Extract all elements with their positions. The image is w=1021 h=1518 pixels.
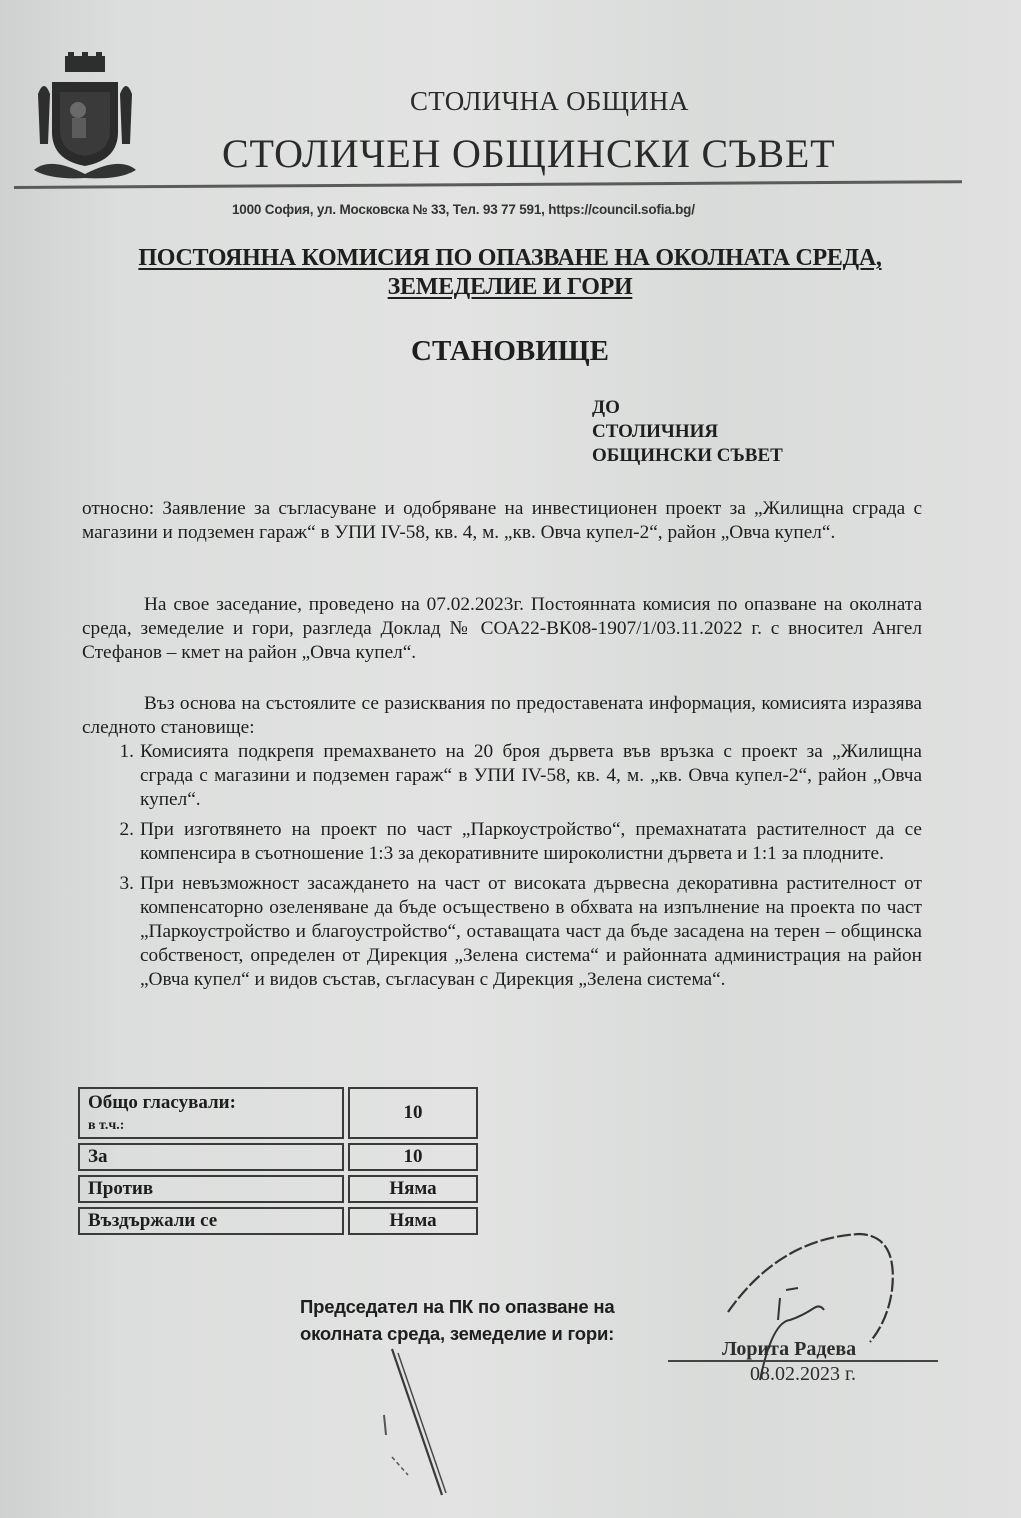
council-name: СТОЛИЧЕН ОБЩИНСКИ СЪВЕТ [222,131,836,176]
vote-label: Въздържали се [78,1207,344,1235]
item-text: Комисията подкрепя премахването на 20 броя дървета във връзка с проект за „Жилищна сграда с магазини и подземен гараж“ в УПИ IV-58, кв. 4, м. „кв. Овча купел-2“, район „Овча купел“. [140,741,922,810]
intro-paragraph: Въз основа на състоялите се разисквания по предоставената информация, комисията изразява следното становище: [82,693,922,738]
meeting-paragraph: На свое заседание, проведено на 07.02.2023г. Постоянната комисия по опазване на околната среда, земеделие и гори, разгледа Доклад № СОА22-ВК08-1907/1/03.11.2022 г. с вносител Ангел Стефанов – кмет на район „Овча купел“. [82,594,922,663]
vote-row-abstained [78,1207,478,1235]
vote-label [78,1087,344,1139]
item-number: 2. [119,819,134,840]
item-number: 3. [119,873,134,894]
decision-item [82,818,922,866]
committee-title-line1: ПОСТОЯННА КОМИСИЯ ПО ОПАЗВАНЕ НА ОКОЛНАТА СРЕДА, [138,245,882,271]
vote-row-total [78,1087,478,1139]
item-text: При изготвянето на проект по част „Паркоустройство“, премахнатата растителност да се компенсира в съотношение 1:3 за декоративните широколистни дървета и 1:1 за плодните. [140,819,922,864]
decision-list [82,740,922,998]
subject-paragraph: относно: Заявление за съгласуване и одобряване на инвестиционен проект за „Жилищна сграда с магазини и подземен гараж“ в УПИ IV-58, кв. 4, м. „кв. Овча купел-2“, район „Овча купел“. [82,498,922,543]
item-number: 1. [119,741,134,762]
vote-label: За [78,1143,344,1171]
signature-date: 08.02.2023 г. [750,1363,856,1385]
municipality-name: СТОЛИЧНА ОБЩИНА [410,86,689,116]
vote-value: Няма [348,1207,478,1235]
vote-label: Против [78,1175,344,1203]
addressee-line: ОБЩИНСКИ СЪВЕТ [592,445,783,466]
vote-value: Няма [348,1175,478,1203]
pen-stroke-icon [380,1345,460,1515]
vote-row-for [78,1143,478,1171]
item-text: При невъзможност засаждането на част от високата дървесна декоративна растителност от компенсаторно озеленяване да бъде осъществено в обхвата на изпълнение на проекта по част „Паркоустройство и благоустройство“, оставащата част да бъде засадена на терен – общинска собственост, определен от Дирекция „Зелена система“ и районната администрация на район „Овча купел“ и видов състав, съгласуван с Дирекция „Зелена система“. [140,873,922,990]
vote-value: 10 [348,1087,478,1139]
addressee-block [592,396,783,468]
chair-title: Председател на ПК по опазване на околната среда, земеделие и гори: [300,1296,615,1344]
signatory-name: Лорита Радева [722,1338,857,1360]
decision-item [82,740,922,812]
coat-of-arms-icon [30,52,140,182]
addressee-line: ДО [592,397,620,418]
vote-value: 10 [348,1143,478,1171]
committee-title-line2: ЗЕМЕДЕЛИЕ И ГОРИ [387,274,633,300]
vote-sublabel: в т.ч.: [88,1118,125,1133]
document-title: СТАНОВИЩЕ [411,335,609,367]
vote-table [78,1083,478,1239]
vote-row-against [78,1175,478,1203]
header-divider [14,180,962,189]
signature-line [668,1360,938,1362]
decision-item [82,872,922,992]
council-address: 1000 София, ул. Московска № 33, Тел. 93 77 591, https://council.sofia.bg/ [232,202,695,217]
vote-label-text: Общо гласували: [88,1092,236,1113]
addressee-line: СТОЛИЧНИЯ [592,421,719,442]
